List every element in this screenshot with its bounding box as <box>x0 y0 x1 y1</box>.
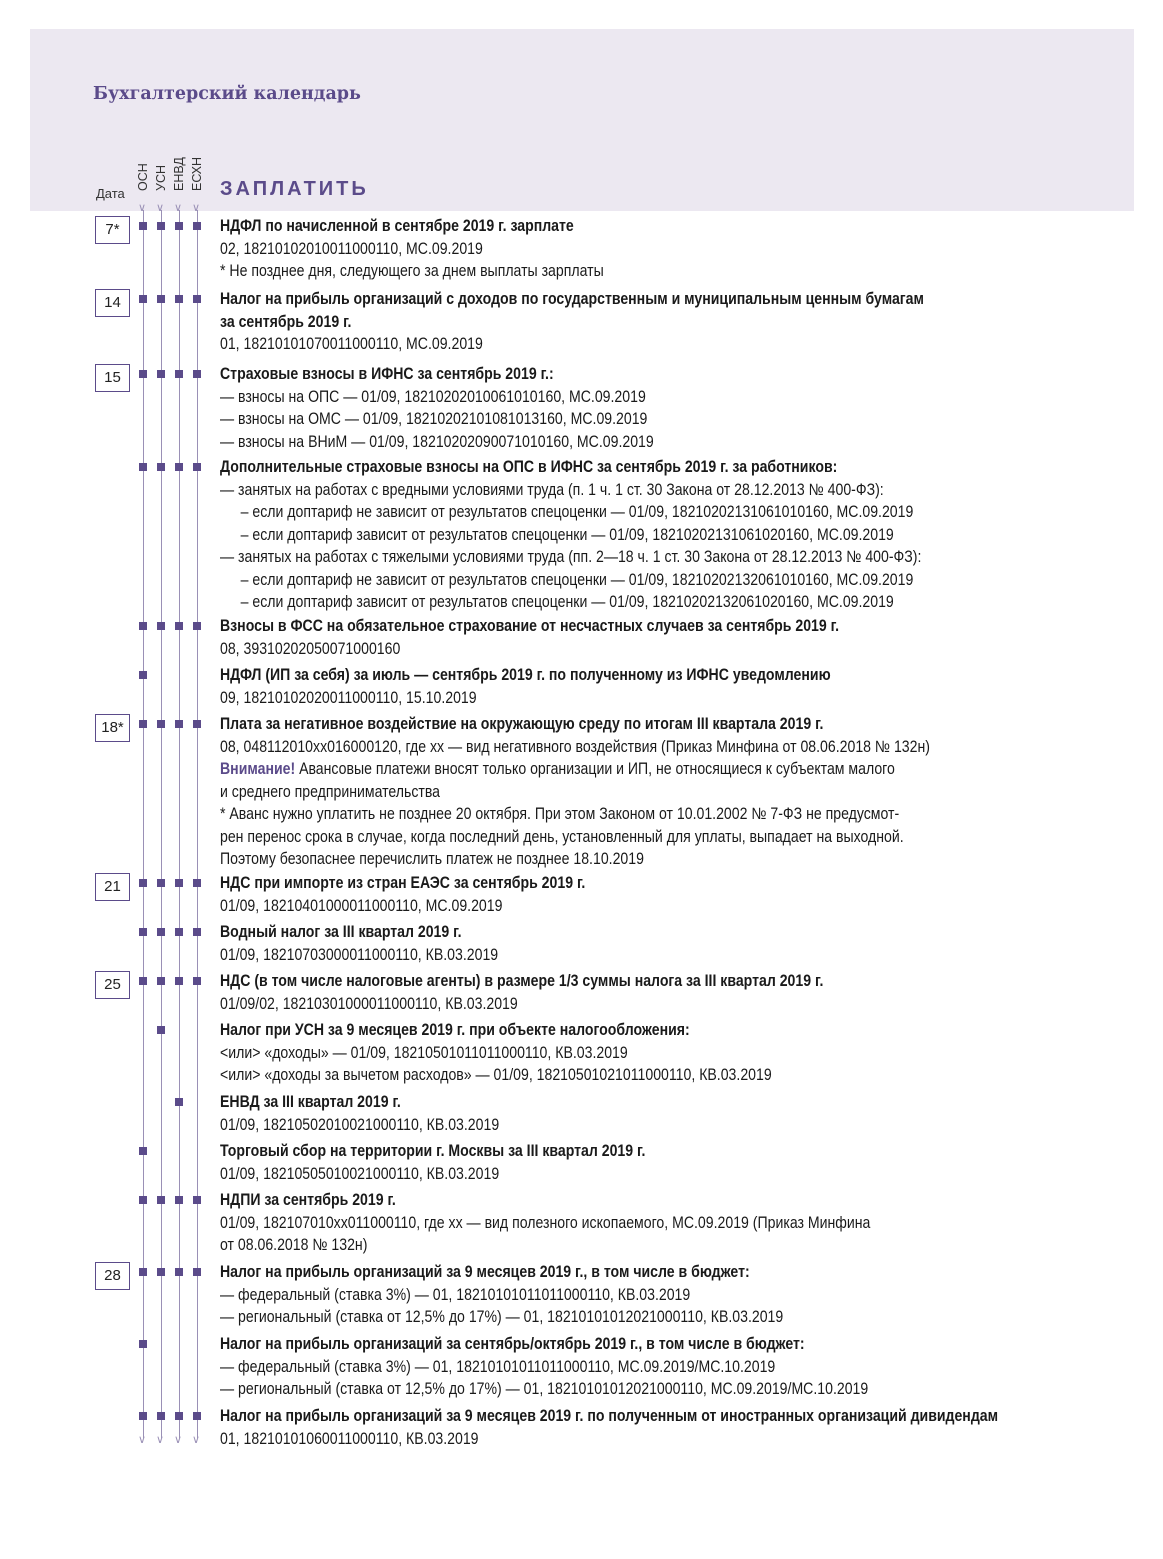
entry-title: НДФЛ (ИП за себя) за июль — сентябрь 2019 г. по полученному из ИФНС уведомлению <box>220 666 831 684</box>
entry-line: – если доптариф зависит от результатов спецоценки — 01/09, 18210202132061020160, МС.09.2019 <box>240 593 894 611</box>
entry-trade-fee <box>220 1140 1080 1185</box>
entry-line: 08, 048112010xx016000120, где xx — вид негативного воздействия (Приказ Минфина от 08.06.2018 № 132н) <box>220 737 930 756</box>
regime-marker <box>193 222 201 230</box>
entry-title: НДС (в том числе налоговые агенты) в размере 1/3 суммы налога за III квартал 2019 г. <box>220 972 824 990</box>
regime-marker <box>139 370 147 378</box>
regime-marker <box>175 222 183 230</box>
date-box: 7* <box>95 216 130 244</box>
regime-marker <box>175 1196 183 1204</box>
entry-title: Торговый сбор на территории г. Москвы за III квартал 2019 г. <box>220 1142 646 1160</box>
regime-marker <box>175 720 183 728</box>
regime-marker <box>157 295 165 303</box>
regime-marker <box>157 879 165 887</box>
date-column-header: Дата <box>96 186 125 201</box>
regime-marker <box>157 928 165 936</box>
regime-marker <box>175 370 183 378</box>
regime-marker <box>175 463 183 471</box>
entry-line: — занятых на работах с тяжелыми условиями труда (пп. 2—18 ч. 1 ст. 30 Закона от 28.12.2013 № 400-ФЗ): <box>220 548 922 566</box>
entry-title: Взносы в ФСС на обязательное страхование от несчастных случаев за сентябрь 2019 г. <box>220 617 840 635</box>
entry-environment-fee <box>220 713 1080 871</box>
entry-line: — федеральный (ставка 3%) — 01, 18210101011011000110, МС.09.2019/МС.10.2019 <box>220 1357 776 1376</box>
entry-line: — взносы на ОМС — 01/09, 18210202101081013160, МС.09.2019 <box>220 410 648 428</box>
entry-line: — взносы на ОПС — 01/09, 18210202010061010160, МС.09.2019 <box>220 387 646 406</box>
entry-title: Водный налог за III квартал 2019 г. <box>220 923 462 941</box>
entry-line: 08, 39310202050071000160 <box>220 639 401 658</box>
entry-note: рен перенос срока в случае, когда последний день, установленный для уплаты, выпадает на выходной. <box>220 827 904 846</box>
entry-title: Налог на прибыль организаций за 9 месяцев 2019 г. по полученным от иностранных организаций дивидендам <box>220 1407 999 1425</box>
regime-marker <box>193 463 201 471</box>
arrow-down-icon: ∨ <box>138 1434 147 1446</box>
arrow-down-icon: ∨ <box>192 202 201 214</box>
date-box: 21 <box>95 873 130 901</box>
entry-usn <box>220 1019 1080 1087</box>
entry-note: Поэтому безопаснее перечислить платеж не позднее 18.10.2019 <box>220 850 644 868</box>
arrow-down-icon: ∨ <box>156 1434 165 1446</box>
entry-profit-dividends <box>220 1405 1080 1450</box>
regime-marker <box>157 222 165 230</box>
regime-marker <box>139 1340 147 1348</box>
section-title: ЗАПЛАТИТЬ <box>220 178 369 200</box>
regime-marker <box>157 1196 165 1204</box>
regime-marker <box>139 879 147 887</box>
entry-line: от 08.06.2018 № 132н) <box>220 1236 368 1254</box>
entry-title: ЕНВД за III квартал 2019 г. <box>220 1093 401 1111</box>
arrow-down-icon: ∨ <box>174 202 183 214</box>
regime-marker <box>139 295 147 303</box>
date-box: 18* <box>95 714 130 742</box>
regime-marker <box>157 463 165 471</box>
arrow-down-icon: ∨ <box>156 202 165 214</box>
entry-title: Налог при УСН за 9 месяцев 2019 г. при объекте налогообложения: <box>220 1021 690 1039</box>
entry-vat-third <box>220 970 1080 1015</box>
regime-marker <box>157 720 165 728</box>
entry-line: — региональный (ставка от 12,5% до 17%) — 01, 18210101012021000110, КВ.03.2019 <box>220 1308 784 1326</box>
entry-fss <box>220 615 1080 660</box>
entry-title: Дополнительные страховые взносы на ОПС в ИФНС за сентябрь 2019 г. за работников: <box>220 458 838 476</box>
date-box: 14 <box>95 289 130 317</box>
regime-marker <box>157 1026 165 1034</box>
entry-line: — взносы на ВНиМ — 01/09, 18210202090071010160, МС.09.2019 <box>220 432 654 451</box>
entry-line: – если доптариф не зависит от результатов спецоценки — 01/09, 18210202132061010160, МС.09.2019 <box>240 570 914 589</box>
regime-marker <box>157 977 165 985</box>
regime-marker <box>175 1098 183 1106</box>
entry-title: НДС при импорте из стран ЕАЭС за сентябрь 2019 г. <box>220 874 586 892</box>
regime-marker <box>193 295 201 303</box>
entry-line: и среднего предпринимательства <box>220 782 441 801</box>
entry-title: за сентябрь 2019 г. <box>220 312 352 331</box>
entry-ndfl-salary <box>220 215 1080 283</box>
arrow-down-icon: ∨ <box>174 1434 183 1446</box>
arrow-down-icon: ∨ <box>138 202 147 214</box>
regime-marker <box>193 1196 201 1204</box>
date-box: 15 <box>95 364 130 392</box>
entry-line: – если доптариф зависит от результатов спецоценки — 01/09, 18210202131061020160, МС.09.2019 <box>240 525 894 544</box>
date-box: 28 <box>95 1262 130 1290</box>
regime-marker <box>175 879 183 887</box>
regime-eshn-label: ЕСХН <box>190 156 204 191</box>
entry-title: Налог на прибыль организаций за сентябрь/октябрь 2019 г., в том числе в бюджет: <box>220 1335 805 1353</box>
regime-marker <box>175 622 183 630</box>
arrow-down-icon: ∨ <box>192 1434 201 1446</box>
regime-line-envd <box>179 210 180 1438</box>
regime-marker <box>139 720 147 728</box>
regime-line-usn <box>161 210 162 1438</box>
regime-osn-label: ОСН <box>136 163 150 191</box>
regime-marker <box>193 720 201 728</box>
regime-marker <box>139 1412 147 1420</box>
entry-ndfl-ip <box>220 664 1080 709</box>
entry-line: 02, 18210102010011000110, МС.09.2019 <box>220 239 483 258</box>
entry-line: — федеральный (ставка 3%) — 01, 18210101011011000110, КВ.03.2019 <box>220 1285 691 1304</box>
regime-marker <box>193 1412 201 1420</box>
regime-marker <box>139 671 147 679</box>
entry-line: <или> «доходы за вычетом расходов» — 01/09, 18210501021011000110, КВ.03.2019 <box>220 1066 772 1084</box>
regime-marker <box>175 977 183 985</box>
regime-line-eshn <box>197 210 198 1438</box>
page-title: Бухгалтерский календарь <box>93 84 361 104</box>
regime-marker <box>139 1196 147 1204</box>
entry-note: * Не позднее дня, следующего за днем выплаты зарплаты <box>220 262 604 280</box>
regime-marker <box>193 622 201 630</box>
date-box: 25 <box>95 971 130 999</box>
regime-usn-label: УСН <box>154 165 168 191</box>
regime-marker <box>139 463 147 471</box>
entry-line: 01/09/02, 18210301000011000110, КВ.03.2019 <box>220 994 518 1013</box>
entry-title: НДФЛ по начисленной в сентябре 2019 г. зарплате <box>220 217 574 235</box>
regime-marker <box>157 1412 165 1420</box>
regime-marker <box>175 1268 183 1276</box>
entry-line: 01, 18210101070011000110, МС.09.2019 <box>220 335 483 353</box>
regime-marker <box>139 928 147 936</box>
entry-title: НДПИ за сентябрь 2019 г. <box>220 1191 396 1209</box>
regime-marker <box>175 295 183 303</box>
regime-marker <box>193 370 201 378</box>
entry-title: Налог на прибыль организаций с доходов по государственным и муниципальным ценным бумагам <box>220 290 924 308</box>
regime-marker <box>157 1268 165 1276</box>
regime-line-osn <box>143 210 144 1438</box>
warning-text: Авансовые платежи вносят только организации и ИП, не относящиеся к субъектам малого <box>295 760 895 778</box>
entry-line: 01, 18210101060011000110, КВ.03.2019 <box>220 1429 479 1448</box>
regime-marker <box>175 928 183 936</box>
regime-marker <box>193 977 201 985</box>
regime-marker <box>139 977 147 985</box>
entry-additional-insurance <box>220 456 1080 614</box>
regime-marker <box>157 622 165 630</box>
entry-line: – если доптариф не зависит от результатов спецоценки — 01/09, 18210202131061010160, МС.09.2019 <box>240 503 914 521</box>
entry-warning <box>220 758 1080 781</box>
entry-note: * Аванс нужно уплатить не позднее 20 октября. При этом Законом от 10.01.2002 № 7-ФЗ не предусмот- <box>220 805 900 823</box>
regime-marker <box>139 622 147 630</box>
entry-line: <или> «доходы» — 01/09, 18210501011011000110, КВ.03.2019 <box>220 1043 628 1062</box>
entry-vat-import <box>220 872 1080 917</box>
entry-line: 01/09, 18210401000011000110, МС.09.2019 <box>220 896 503 915</box>
entry-water-tax <box>220 921 1080 966</box>
regime-marker <box>139 1268 147 1276</box>
regime-marker <box>193 928 201 936</box>
entry-profit-securities <box>220 288 1080 356</box>
entry-line: 01/09, 182107010xx011000110, где xx — вид полезного ископаемого, МС.09.2019 (Приказ Минфина <box>220 1213 871 1232</box>
entry-line: — региональный (ставка от 12,5% до 17%) — 01, 18210101012021000110, МС.09.2019/МС.10.2019 <box>220 1380 869 1398</box>
entry-envd <box>220 1091 1080 1136</box>
regime-marker <box>157 370 165 378</box>
entry-profit-monthly <box>220 1333 1080 1401</box>
entry-title: Страховые взносы в ИФНС за сентябрь 2019 г.: <box>220 365 554 383</box>
entry-title: Плата за негативное воздействие на окружающую среду по итогам III квартала 2019 г. <box>220 715 824 733</box>
regime-envd-label: ЕНВД <box>172 157 186 191</box>
entry-line: 01/09, 18210703000011000110, КВ.03.2019 <box>220 945 499 964</box>
entry-insurance-ifns <box>220 363 1080 453</box>
entry-line: 01/09, 18210505010021000110, КВ.03.2019 <box>220 1164 500 1183</box>
regime-marker <box>193 879 201 887</box>
entry-title: Налог на прибыль организаций за 9 месяцев 2019 г., в том числе в бюджет: <box>220 1263 750 1281</box>
regime-marker <box>139 222 147 230</box>
entry-line: 09, 18210102020011000110, 15.10.2019 <box>220 688 477 707</box>
regime-marker <box>193 1268 201 1276</box>
entry-ndpi <box>220 1189 1080 1257</box>
warning-label: Внимание! <box>220 760 296 778</box>
entry-line: 01/09, 18210502010021000110, КВ.03.2019 <box>220 1115 500 1134</box>
entry-profit-9m <box>220 1261 1080 1329</box>
regime-marker <box>139 1147 147 1155</box>
entry-line: — занятых на работах с вредными условиями труда (п. 1 ч. 1 ст. 30 Закона от 28.12.2013 № 400-ФЗ): <box>220 480 884 499</box>
regime-marker <box>175 1412 183 1420</box>
